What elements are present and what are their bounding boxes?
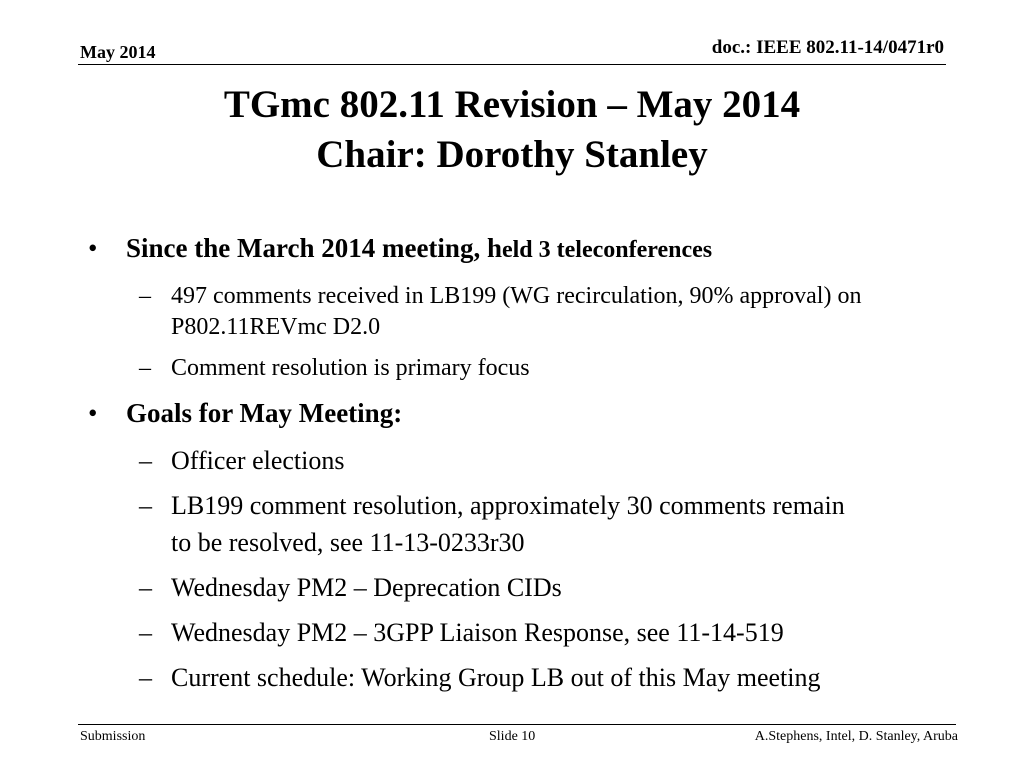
sub-marker: – (139, 618, 152, 647)
sub-item-text: Current schedule: Working Group LB out of this May meeting (171, 663, 821, 692)
sub-item-lb199-cont (171, 527, 525, 559)
sub-item-text: to be resolved, see 11-13-0233r30 (171, 528, 525, 557)
sub-item-comments-cont (171, 311, 380, 343)
sub-marker: – (139, 573, 152, 602)
slide-title (0, 80, 1024, 180)
sub-item-lb199 (139, 490, 845, 522)
sub-marker: – (139, 283, 151, 309)
sub-item-officer-elections (139, 445, 345, 477)
bullet-march-meeting (88, 233, 713, 264)
sub-item-comments (139, 280, 862, 312)
sub-item-text: LB199 comment resolution, approximately 30 comments remain (171, 491, 845, 520)
sub-item-text: P802.11REVmc D2.0 (171, 314, 381, 340)
sub-item-text: 497 comments received in LB199 (WG recirculation, 90% approval) on (171, 283, 862, 309)
bullet-marker: • (88, 233, 98, 263)
sub-item-resolution-focus (139, 352, 530, 384)
footer-slide-number: Slide 10 (489, 729, 536, 744)
sub-marker: – (139, 355, 151, 381)
sub-marker: – (139, 491, 152, 520)
bullet-text-main: Since the March 2014 meeting, h (126, 233, 502, 263)
sub-item-text: Wednesday PM2 – Deprecation CIDs (171, 573, 562, 602)
header-date: May 2014 (80, 42, 156, 62)
footer-divider (78, 724, 956, 725)
sub-item-text: Officer elections (171, 446, 345, 475)
sub-item-3gpp (139, 617, 784, 649)
sub-marker: – (139, 446, 152, 475)
header-divider (78, 64, 946, 65)
sub-marker: – (139, 663, 152, 692)
bullet-text-small: eld 3 teleconferences (501, 237, 713, 263)
sub-item-schedule (139, 662, 821, 694)
title-line-2: Chair: Dorothy Stanley (316, 133, 708, 176)
sub-item-text: Comment resolution is primary focus (171, 355, 530, 381)
title-line-1: TGmc 802.11 Revision – May 2014 (223, 83, 801, 126)
sub-item-deprecation (139, 572, 562, 604)
bullet-marker: • (88, 398, 98, 428)
sub-item-text: Wednesday PM2 – 3GPP Liaison Response, see 11-14-519 (171, 618, 784, 647)
bullet-goals (88, 398, 403, 429)
bullet-text: Goals for May Meeting: (126, 398, 403, 428)
footer-authors: A.Stephens, Intel, D. Stanley, Aruba (754, 729, 958, 744)
header-doc-id: doc.: IEEE 802.11-14/0471r0 (711, 37, 944, 58)
footer-submission: Submission (80, 729, 146, 744)
